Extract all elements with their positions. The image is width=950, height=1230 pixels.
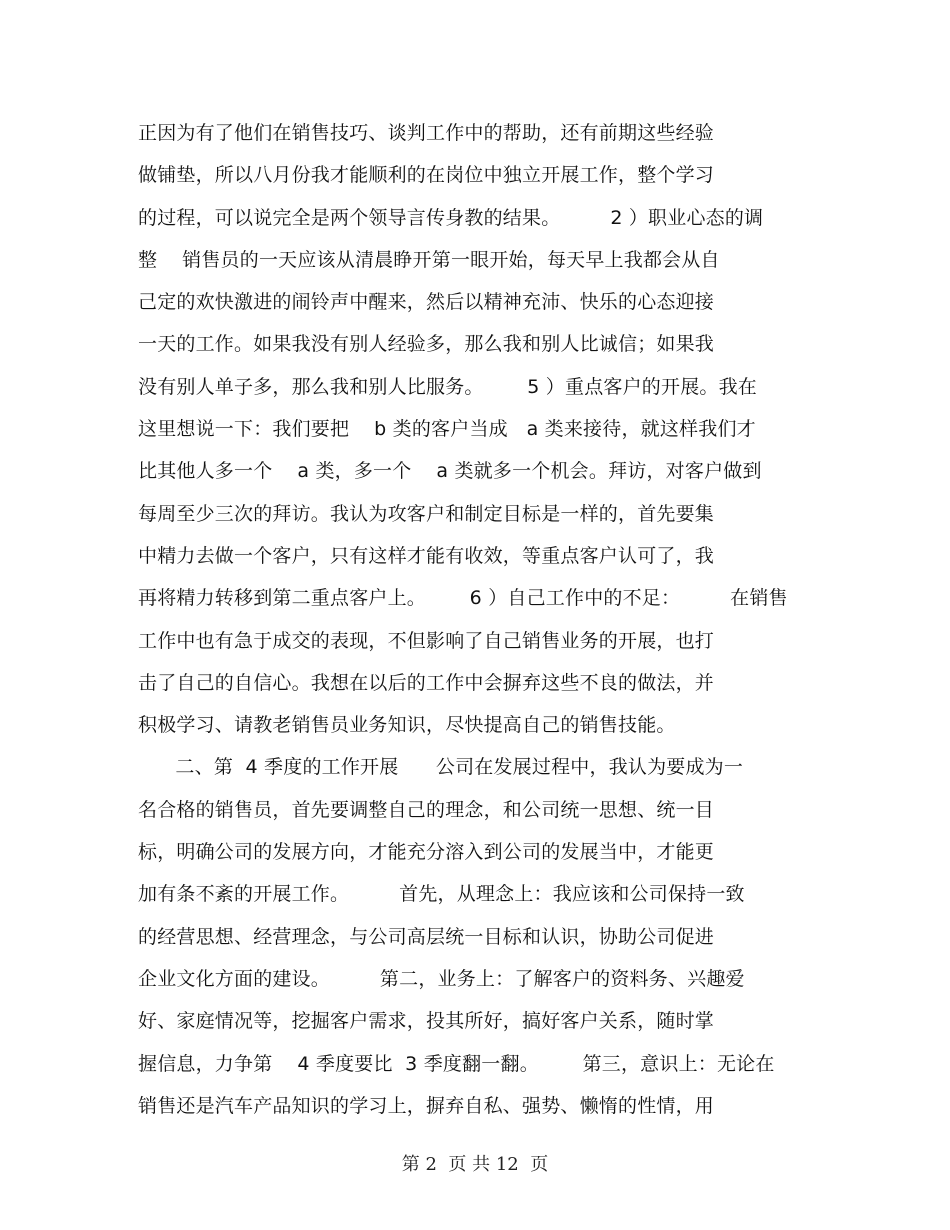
text-line: 每周至少三次的拜访。我认为攻客户和制定目标是一样的，首先要集 bbox=[138, 502, 715, 525]
text-line: 的过程，可以说完全是两个领导言传身教的结果。 2 ）职业心态的调 bbox=[138, 206, 764, 229]
text-line: 工作中也有急于成交的表现，不但影响了自己销售业务的开展，也打 bbox=[138, 629, 715, 652]
text-line: 销售还是汽车产品知识的学习上，摒弃自私、强势、懒惰的性情，用 bbox=[138, 1094, 715, 1117]
text-line: 一天的工作。如果我没有别人经验多，那么我和别人比诚信；如果我 bbox=[138, 333, 715, 356]
text-line: 比其他人多一个 a 类，多一个 a 类就多一个机会。拜访，对客户做到 bbox=[138, 460, 762, 483]
text-line: 这里想说一下：我们要把 b 类的客户当成 a 类来接待，就这样我们才 bbox=[138, 418, 756, 441]
text-line: 做铺垫，所以八月份我才能顺利的在岗位中独立开展工作，整个学习 bbox=[138, 164, 715, 187]
text-line: 好、家庭情况等，挖掘客户需求，投其所好，搞好客户关系，随时掌 bbox=[138, 1010, 715, 1033]
text-line: 握信息，力争第 4 季度要比 3 季度翻一翻。 第三，意识上：无论在 bbox=[138, 1052, 775, 1075]
text-line: 中精力去做一个客户，只有这样才能有收效，等重点客户认可了，我 bbox=[138, 544, 715, 567]
text-line: 企业文化方面的建设。 第二，业务上：了解客户的资料务、兴趣爱 bbox=[138, 967, 745, 990]
text-line: 的经营思想、经营理念，与公司高层统一目标和认识，协助公司促进 bbox=[138, 925, 715, 948]
text-line: 加有条不紊的开展工作。 首先，从理念上：我应该和公司保持一致 bbox=[138, 883, 745, 906]
body-text bbox=[138, 112, 818, 1127]
text-line: 击了自己的自信心。我想在以后的工作中会摒弃这些不良的做法，并 bbox=[138, 671, 715, 694]
text-line: 标，明确公司的发展方向，才能充分溶入到公司的发展当中，才能更 bbox=[138, 841, 715, 864]
text-line: 整 销售员的一天应该从清晨睁开第一眼开始，每天早上我都会从自 bbox=[138, 248, 720, 271]
text-line: 再将精力转移到第二重点客户上。 6 ）自己工作中的不足： 在销售 bbox=[138, 587, 788, 610]
text-line: 名合格的销售员，首先要调整自己的理念，和公司统一思想、统一目 bbox=[138, 798, 715, 821]
text-line: 正因为有了他们在销售技巧、谈判工作中的帮助，还有前期这些经验 bbox=[138, 122, 715, 144]
text-line: 积极学习、请教老销售员业务知识，尽快提高自己的销售技能。 bbox=[138, 714, 676, 737]
text-line: 二、第 4 季度的工作开展 公司在发展过程中，我认为要成为一 bbox=[138, 756, 744, 779]
page-number-footer: 第 2 页 共 12 页 bbox=[401, 1154, 549, 1175]
text-line: 己定的欢快激进的闹铃声中醒来，然后以精神充沛、快乐的心态迎接 bbox=[138, 291, 715, 314]
text-line: 没有别人单子多，那么我和别人比服务。 5 ）重点客户的开展。我在 bbox=[138, 375, 758, 398]
